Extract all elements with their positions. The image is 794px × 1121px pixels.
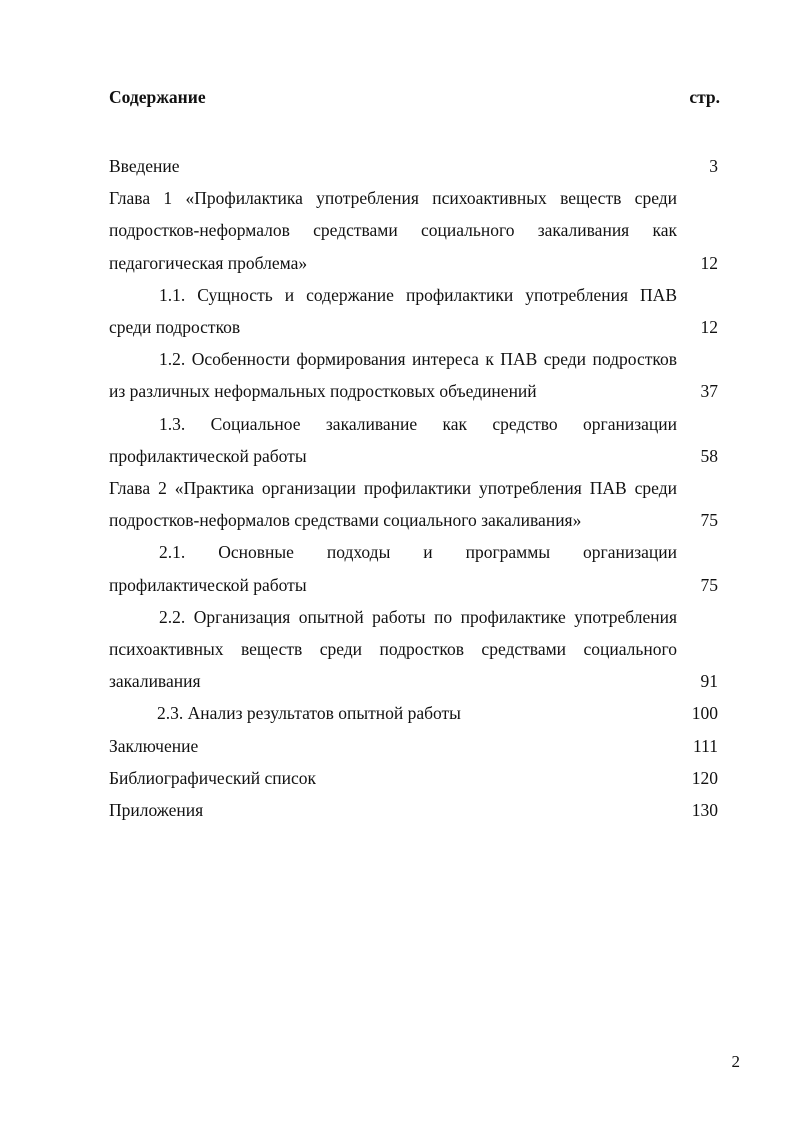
page-number: 2 [731, 1052, 740, 1071]
toc-entry-text: 2.3. Анализ результатов опытной работы [157, 703, 461, 724]
toc-entry-text: Заключение [109, 735, 199, 756]
toc-entry-section-1-2 [109, 343, 718, 407]
toc-entry-text: 1.1. Сущность и содержание профилактики употребления ПАВ среди подростков [109, 284, 677, 338]
toc-entry-text: Введение [109, 156, 180, 176]
toc-entry-page: 58 [700, 445, 718, 466]
toc-entry-section-2-2 [109, 601, 718, 698]
toc-entry-text: 2.2. Организация опытной работы по профилактике употребления психоактивных веществ среди подростков средствами социального закаливания [109, 606, 677, 692]
toc-entry-chapter-2 [109, 472, 718, 536]
toc-entry-page: 111 [693, 735, 718, 756]
toc-entry-bibliography [109, 762, 718, 794]
toc-heading-row [109, 87, 720, 115]
toc-entry-conclusion [109, 730, 718, 762]
toc-entry-text: Глава 2 «Практика организации профилактики употребления ПАВ среди подростков-неформалов средствами социального закаливания» [109, 478, 677, 531]
toc-entry-text: Глава 1 «Профилактика употребления психоактивных веществ среди подростков-неформалов средствами социального закаливания как педагогическая проблема» [109, 188, 677, 273]
toc-entry-page: 130 [691, 800, 718, 821]
toc-entry-text: 1.2. Особенности формирования интереса к ПАВ среди подростков из различных неформальных подростковых объединений [109, 349, 677, 402]
toc-entry-text: Приложения [109, 800, 204, 821]
toc-title: Содержание [109, 87, 206, 107]
toc-entry-page: 12 [700, 317, 718, 338]
toc-entry-section-2-3 [109, 697, 718, 729]
toc-entry-page: 120 [691, 767, 718, 788]
table-of-contents [109, 150, 718, 826]
toc-entry-section-2-1 [109, 536, 718, 600]
toc-entry-page: 100 [691, 703, 718, 724]
toc-entry-section-1-1 [109, 279, 718, 343]
toc-entry-page: 37 [700, 381, 718, 402]
toc-entry-section-1-3 [109, 408, 718, 472]
toc-entry-chapter-1 [109, 182, 718, 279]
toc-entry-page: 3 [709, 156, 718, 176]
toc-entry-page: 12 [700, 252, 718, 273]
toc-entry-introduction [109, 150, 718, 182]
toc-entry-text: Библиографический список [109, 767, 317, 788]
toc-entry-text: 1.3. Социальное закаливание как средство организации профилактической работы [109, 413, 677, 466]
toc-entry-text: 2.1. Основные подходы и программы организации профилактической работы [109, 542, 677, 595]
toc-entry-page: 91 [700, 671, 718, 692]
toc-entry-appendices [109, 794, 718, 826]
page-column-label: стр. [689, 87, 720, 107]
toc-entry-page: 75 [700, 510, 718, 531]
toc-entry-page: 75 [700, 574, 718, 595]
